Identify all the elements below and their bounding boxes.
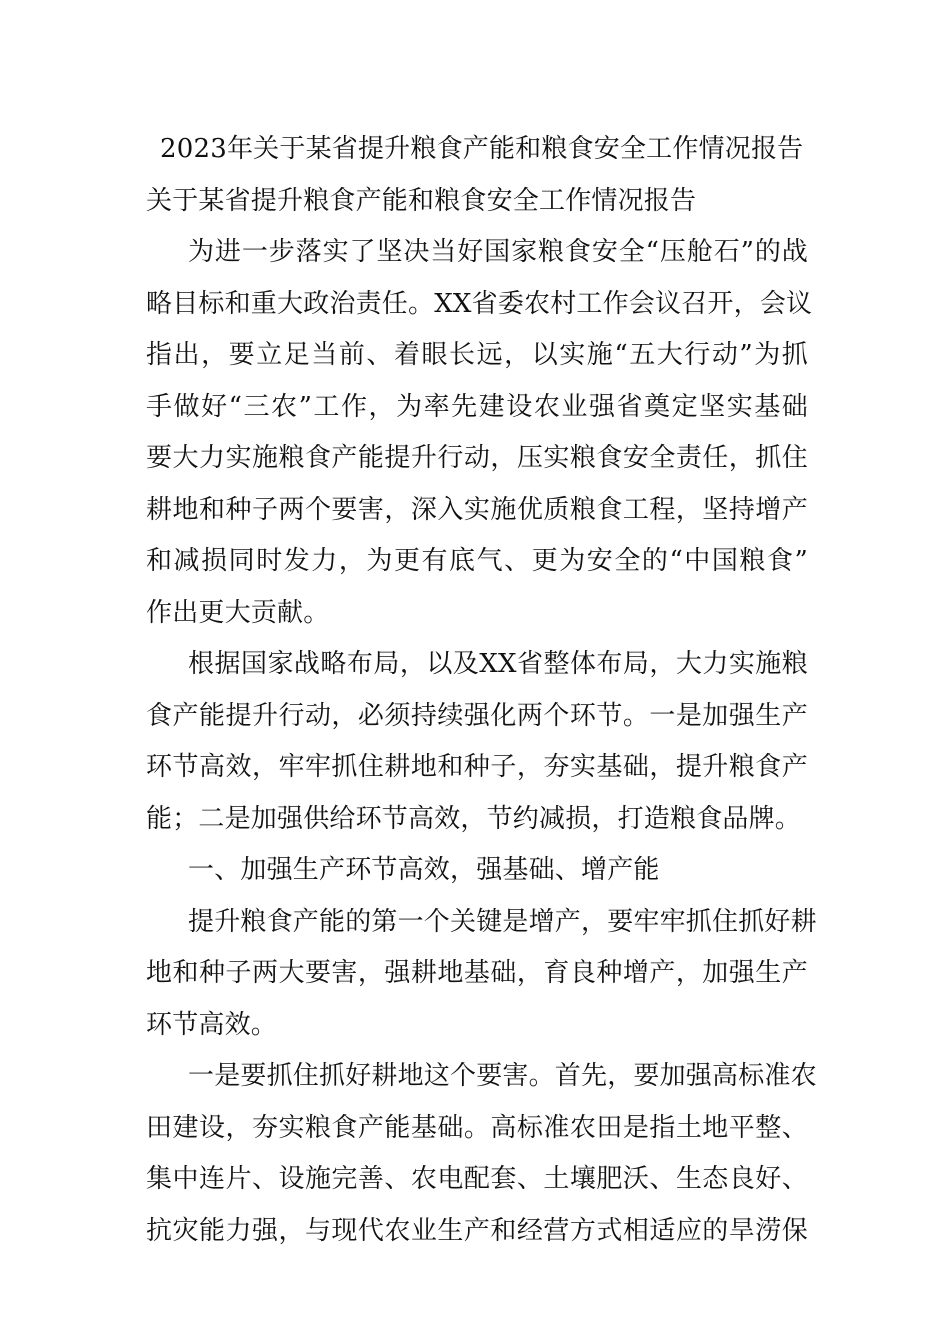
paragraph-line: 略目标和重大政治责任。XX省委农村工作会议召开，会议 [146, 288, 813, 319]
paragraph-line: 手做好“三农”工作，为率先建设农业强省奠定坚实基础 [146, 391, 808, 422]
document-title: 2023年关于某省提升粮食产能和粮食安全工作情况报告 [160, 134, 804, 164]
paragraph-line: 一是要抓住抓好耕地这个要害。首先，要加强高标准农 [188, 1061, 817, 1091]
paragraph-line: 指出，要立足当前、着眼长远，以实施“五大行动”为抓 [146, 340, 808, 370]
paragraph-line: 集中连片、设施完善、农电配套、土壤肥沃、生态良好、 [146, 1164, 808, 1194]
paragraph-line: 地和种子两大要害，强耕地基础，育良种增产，加强生产 [146, 958, 808, 988]
paragraph-line: 作出更大贡献。 [146, 597, 330, 628]
paragraph-line: 根据国家战略布局，以及XX省整体布局，大力实施粮 [188, 649, 808, 679]
paragraph-line: 要大力实施粮食产能提升行动，压实粮食安全责任，抓住 [146, 443, 808, 473]
document-subtitle: 关于某省提升粮食产能和粮食安全工作情况报告 [146, 185, 697, 216]
paragraph-line: 提升粮食产能的第一个关键是增产，要牢牢抓住抓好耕 [188, 906, 817, 937]
paragraph-line: 耕地和种子两个要害，深入实施优质粮食工程，坚持增产 [146, 494, 808, 525]
paragraph-line: 环节高效，牢牢抓住耕地和种子，夯实基础，提升粮食产 [146, 752, 808, 782]
paragraph-line: 食产能提升行动，必须持续强化两个环节。一是加强生产 [146, 700, 808, 731]
section-heading: 一、加强生产环节高效，强基础、增产能 [188, 855, 660, 885]
paragraph-line: 和减损同时发力，为更有底气、更为安全的“中国粮食” [146, 546, 808, 576]
paragraph-line: 为进一步落实了坚决当好国家粮食安全“压舱石”的战 [188, 237, 808, 267]
paragraph-line: 田建设，夯实粮食产能基础。高标准农田是指土地平整、 [146, 1112, 808, 1143]
paragraph-line: 环节高效。 [146, 1009, 278, 1040]
document-body [146, 124, 817, 1257]
paragraph-line: 能；二是加强供给环节高效，节约减损，打造粮食品牌。 [146, 803, 802, 834]
paragraph-line: 抗灾能力强，与现代农业生产和经营方式相适应的旱涝保 [146, 1215, 808, 1246]
